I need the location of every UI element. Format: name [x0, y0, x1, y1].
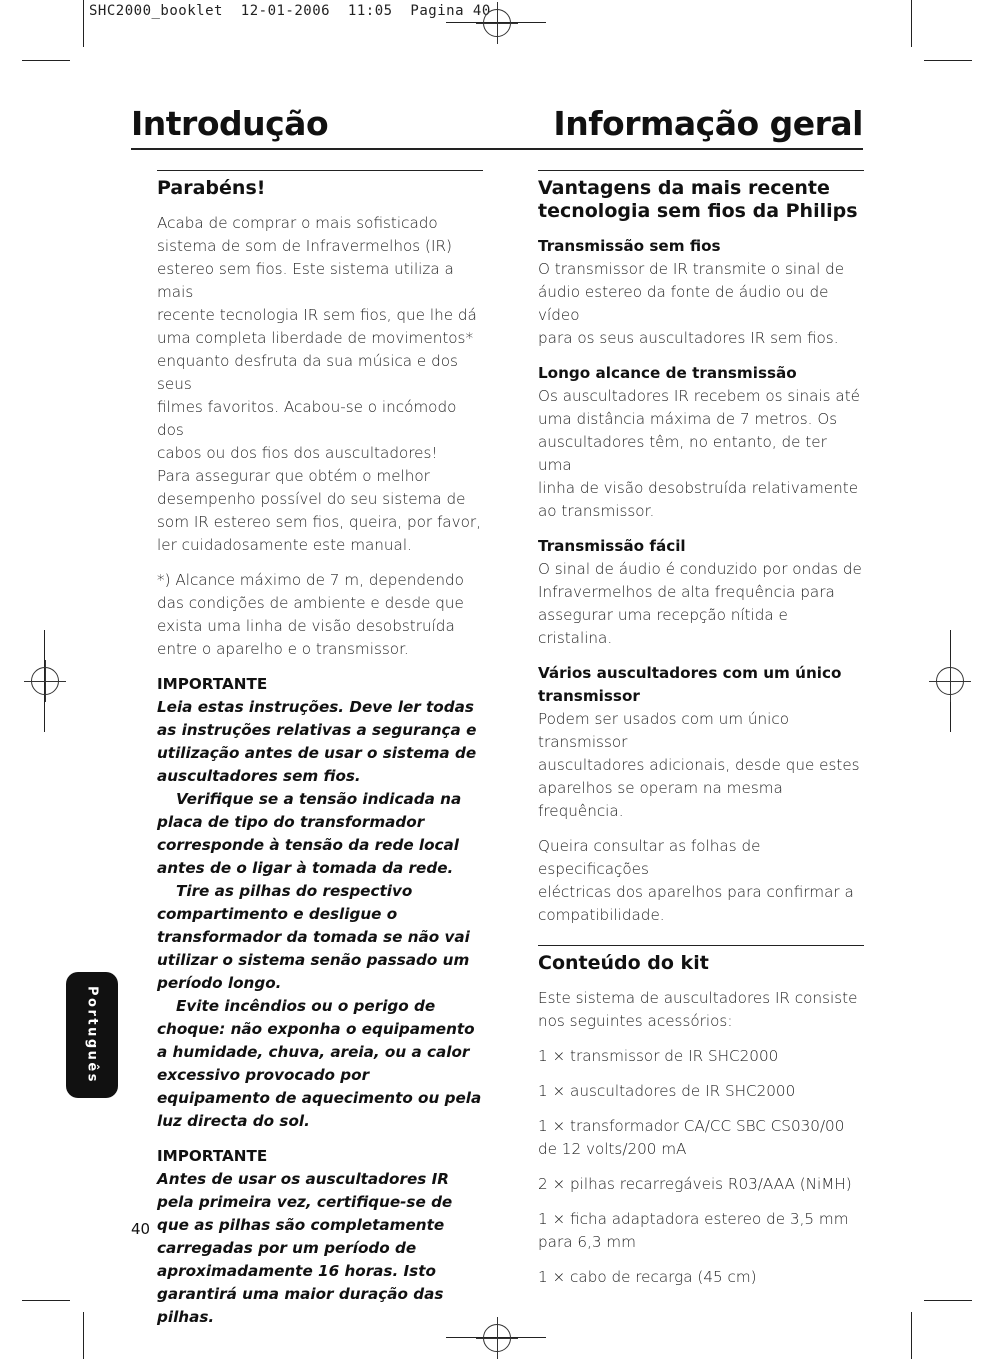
section-rule	[538, 945, 864, 946]
section-title-kit: Conteúdo do kit	[538, 952, 709, 974]
kit-item: 1 × transformador CA/CC SBC CS030/00 de 12 volts/200 mA	[538, 1117, 845, 1158]
kit-item: 2 × pilhas recarregáveis R03/AAA (NiMH)	[538, 1175, 852, 1193]
language-tab	[66, 972, 118, 1098]
crop-mark	[83, 1312, 84, 1359]
important-block	[157, 696, 483, 1133]
left-column	[157, 170, 483, 1341]
crop-mark	[911, 0, 912, 47]
crop-mark	[22, 60, 70, 61]
heading-rule	[131, 148, 863, 150]
feature-item	[538, 362, 864, 523]
feature-text: Podem ser usados com um único transmissor auscultadores adicionais, desde que estes aparelhos se operam na mesma frequência.	[538, 710, 860, 820]
intro-paragraph: Acaba de comprar o mais sofisticado sistema de som de Infravermelhos (IR) estereo sem fios. Este sistema utiliza a mais recente tecnologia IR sem fios, que lhe dá uma completa liberdade de movimentos* enquanto desfruta da sua música e dos seus filmes favoritos. Acabou-se o incómodo dos cabos ou dos fios dos auscultadores! Para assegurar que obtém o melhor desempenho possível do seu sistema de som IR estereo sem fios, queira, por favor, ler cuidadosamente este manual.	[157, 214, 481, 554]
section-title-vantagens: Vantagens da mais recente tecnologia sem fios da Philips	[538, 177, 858, 222]
kit-item: 1 × ficha adaptadora estereo de 3,5 mm para 6,3 mm	[538, 1210, 849, 1251]
important-item: Tire as pilhas do respectivo compartimento e desligue o transformador da tomada se não vai utilizar o sistema senão passado um período longo.	[157, 882, 470, 992]
crop-mark	[22, 1300, 70, 1301]
section-rule	[538, 170, 864, 171]
kit-intro: Este sistema de auscultadores IR consiste nos seguintes acessórios:	[538, 989, 858, 1030]
footnote-paragraph: *) Alcance máximo de 7 m, dependendo das condições de ambiente e desde que exista uma linha de visão desobstruída entre o aparelho e o transmissor.	[157, 571, 464, 658]
feature-title: Transmissão sem fios	[538, 237, 721, 255]
registration-mark-icon	[31, 667, 59, 695]
important-title-2: IMPORTANTE	[157, 1147, 268, 1165]
important-title: IMPORTANTE	[157, 675, 268, 693]
registration-mark-icon	[936, 667, 964, 695]
feature-title: Transmissão fácil	[538, 537, 686, 555]
registration-mark-icon	[483, 9, 511, 37]
kit-item: 1 × cabo de recarga (45 cm)	[538, 1268, 757, 1286]
feature-item	[538, 235, 864, 350]
registration-mark-icon	[483, 1324, 511, 1352]
language-tab-label: Português	[84, 986, 100, 1084]
print-slug: SHC2000_booklet 12-01-2006 11:05 Pagina 40	[89, 3, 491, 19]
feature-item	[538, 535, 864, 650]
compatibility-note: Queira consultar as folhas de especificações eléctricas dos aparelhos para confirmar a compatibilidade.	[538, 837, 854, 924]
right-column	[538, 170, 864, 1301]
feature-text: Os auscultadores IR recebem os sinais até uma distância máxima de 7 metros. Os auscultadores têm, no entanto, de ter uma linha de visão desobstruída relativamente ao transmissor.	[538, 387, 860, 520]
important-item-row	[157, 788, 483, 880]
heading-introducao: Introdução	[131, 104, 329, 143]
heading-informacao-geral: Informação geral	[553, 104, 863, 143]
crop-mark	[83, 0, 84, 47]
important-item: Leia estas instruções. Deve ler todas as instruções relativas a segurança e utilização antes de usar o sistema de auscultadores sem fios.	[157, 698, 477, 785]
crop-mark	[911, 1312, 912, 1359]
section-rule	[157, 170, 483, 171]
feature-item	[538, 662, 864, 823]
kit-item: 1 × auscultadores de IR SHC2000	[538, 1082, 796, 1100]
feature-title: Vários auscultadores com um único transmissor	[538, 664, 842, 705]
important-item-row	[157, 880, 483, 995]
important-battery-text: Antes de usar os auscultadores IR pela primeira vez, certifique-se de que as pilhas são completamente carregadas por um período de aproximadamente 16 horas. Isto garantirá uma maior duração das pilhas.	[157, 1170, 453, 1326]
crop-mark	[924, 1300, 972, 1301]
feature-title: Longo alcance de transmissão	[538, 364, 797, 382]
section-title-parabens: Parabéns!	[157, 177, 266, 199]
feature-text: O sinal de áudio é conduzido por ondas de Infravermelhos de alta frequência para assegurar uma recepção nítida e cristalina.	[538, 560, 862, 647]
important-item: Verifique se a tensão indicada na placa de tipo do transformador corresponde à tensão da rede local antes de o ligar à tomada da rede.	[157, 790, 462, 877]
kit-item: 1 × transmissor de IR SHC2000	[538, 1047, 779, 1065]
important-item: Evite incêndios ou o perigo de choque: não exponha o equipamento a humidade, chuva, areia, ou a calor excessivo provocado por equipamento de aquecimento ou pela luz directa do sol.	[157, 997, 482, 1130]
important-item-row	[157, 995, 483, 1133]
page-number: 40	[131, 1220, 151, 1238]
feature-text: O transmissor de IR transmite o sinal de áudio estereo da fonte de áudio ou de vídeo para os seus auscultadores IR sem fios.	[538, 260, 845, 347]
crop-mark	[924, 60, 972, 61]
